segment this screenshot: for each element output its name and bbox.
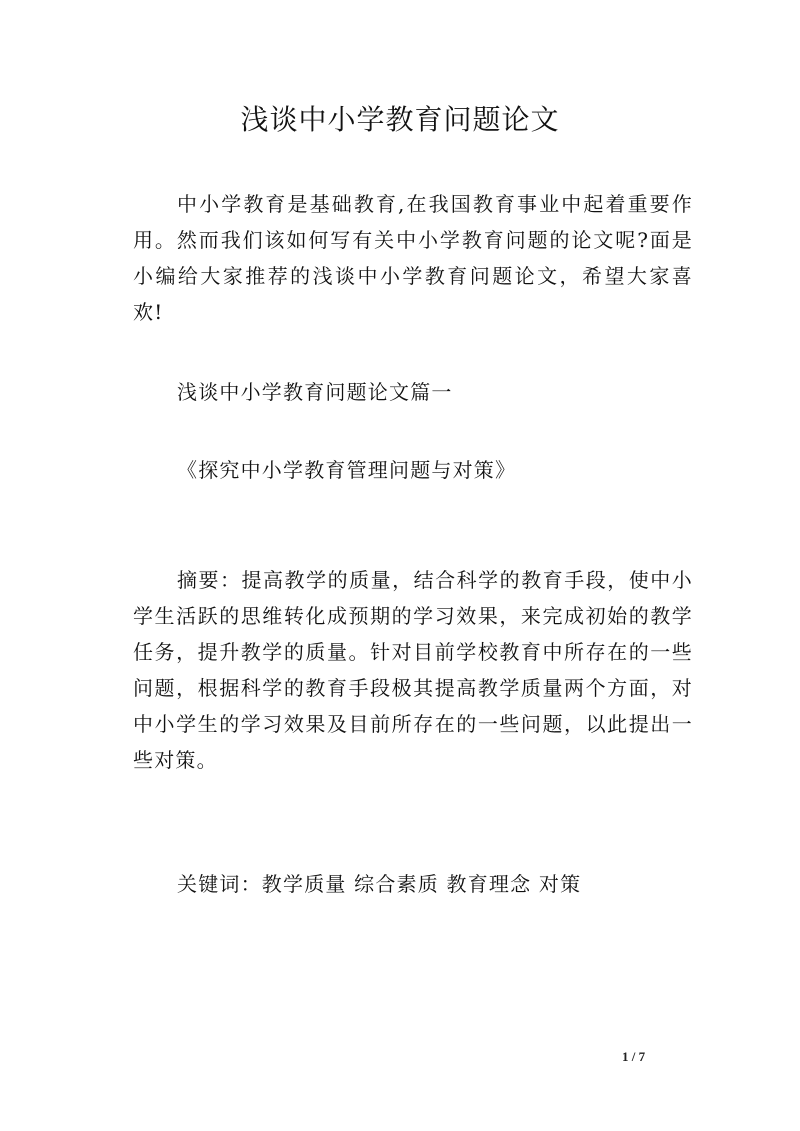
page-indicator: 1 / 7 <box>622 1049 646 1064</box>
article-title: 《探究中小学教育管理问题与对策》 <box>177 458 517 482</box>
keywords-line: 关键词：教学质量 综合素质 教育理念 对策 <box>177 872 582 896</box>
abstract-paragraph: 摘要：提高教学的质量，结合科学的教育手段，使中小学生活跃的思维转化成预期的学习效果，来完成初始的教学任务，提升教学的质量。针对目前学校教育中所存在的一些问题，根据科学的教育手段极其提高教学质量两个方面，对中小学生的学习效果及目前所存在的一些问题，以此提出一些对策。 <box>133 568 693 772</box>
document-title: 浅谈中小学教育问题论文 <box>240 103 560 136</box>
intro-paragraph: 中小学教育是基础教育,在我国教育事业中起着重要作用。然而我们该如何写有关中小学教育问题的论文呢?面是小编给大家推荐的浅谈中小学教育问题论文，希望大家喜欢! <box>133 192 693 324</box>
section-heading: 浅谈中小学教育问题论文篇一 <box>177 380 453 404</box>
